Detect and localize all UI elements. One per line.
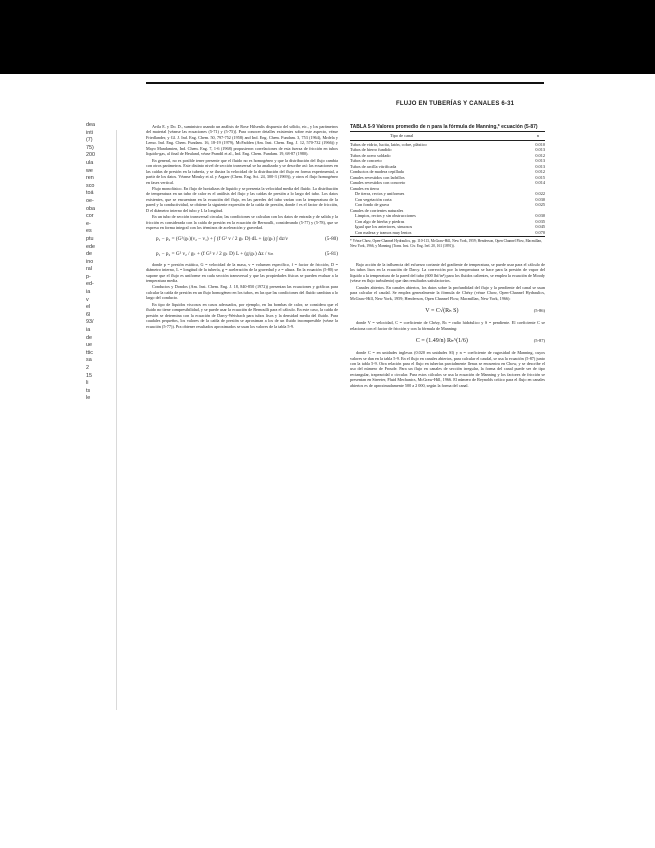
margin-note: ia: [86, 327, 91, 334]
table-cell-label: Limpios, rectos y sin obstrucciones: [355, 213, 416, 218]
margin-note: de: [86, 334, 92, 341]
table-5-9: [350, 124, 545, 249]
margin-note: ede: [86, 243, 95, 250]
margin-notes: [86, 122, 110, 403]
equation-number: (5-86): [533, 308, 545, 314]
margin-note: dea: [86, 122, 95, 128]
table-cell-value: 0.025: [535, 202, 545, 207]
margin-note: ino: [86, 258, 94, 265]
scan-top-band: [0, 0, 655, 74]
margin-note: e-: [86, 220, 91, 227]
table-cell-label: De tierra, rectos y uniformes: [355, 191, 405, 196]
margin-note: oe-: [86, 197, 94, 204]
margin-note: ula: [86, 159, 94, 166]
table-rule: [350, 236, 545, 237]
margin-note: 200: [86, 152, 95, 159]
table-cell-label: Tubos de acero soldado: [350, 152, 391, 158]
paragraph: Avila E. y Do. D., suministro usando un análisis de Rose Hilsenlis dispuesto del sólido, etc., y los parámetros del material [véanse las ecuaciones (5-71) y (5-75)]. Para conocer detalles existentes sobre este aspecto, véase Friedlander, y Gl. J. Ind. Eng. Chem. 50, 797-752 (1958) and Ind. Eng. Chem. Fundam. 3, 753 (1964), Mrdela y Lemo. Ind. Eng. Chem. Fundam. 16, 18-19 (1979), McFadden (Am. Inst. Chem. Eng. J. 12, 570-732 (1966)) y Mayo Mandamien, Ind. Chem. Eng. 7, 1-6 (1968) propusieron correlaciones de esta fuerza de fricción en tubos liquido-gas, al final de Heuland, véase Prandtl et al., Ind. Eng. Chem. Fundam. 19, 68-87 (1980).: [146, 124, 338, 157]
book-spine-shadow: [116, 130, 117, 710]
table-cell-label: Con maleza y tramos muy lentos: [355, 229, 412, 235]
margin-note: 6l: [86, 311, 91, 318]
equation-5-86: [350, 302, 545, 320]
margin-note: p-: [86, 273, 91, 280]
margin-note: oba: [86, 205, 95, 212]
table-row: [350, 230, 545, 236]
margin-note: toá: [86, 190, 94, 197]
right-column: [350, 262, 545, 762]
margin-note: ue: [86, 342, 92, 349]
margin-note: es: [86, 228, 92, 235]
table-cell-value: 0.012: [535, 152, 545, 158]
table-rule: [350, 140, 545, 141]
paragraph: En general, no es posible tener presente que el fluido no es homogéneo y que la distribución del flujo cambia con otros parámetros. Este distinto nivel de sección transversal se ha analizado y se describe así: las ecuaciones en las caídas de presión en la tubería, y se ilustra la velocidad de la distribución del flujo en forma experimental, a partir de los datos. Véanse Minsky et al. y Argaer (Chem. Eng. Sci. 24, 300-3 (1969)), y otros el flujo homogéneo en fases vertical.: [146, 157, 338, 185]
table-cell-label: Canales revestidos con ladrillos: [350, 174, 405, 180]
equation-body: C = (1.49/n) Rₕ^(1/6): [415, 338, 468, 345]
equation-5-80: [146, 232, 338, 247]
equation-number: (5-81): [325, 250, 338, 257]
margin-note: ren: [86, 175, 94, 182]
running-header: FLUJO EN TUBERÍAS Y CANALES 6-31: [396, 101, 515, 107]
paragraph: Canales abiertos. En canales abiertos, los datos sobre la profundidad del flujo y la pendiente del canal se usan para calcular el caudal. Se emplea generalmente la fórmula de Chézy (véase Chow, Open-Channel Hydraulics, McGraw-Hill, New York, 1959; Henderson, Open Channel Flow, Macmillan, New York, 1966):: [350, 284, 545, 301]
table-header: [350, 133, 545, 139]
table-cell-value: 0.014: [535, 180, 545, 185]
margin-note: el: [86, 304, 91, 311]
paragraph: Flujo monofásico. En flujo de hortalizas de liquido y se presenta la velocidad media del fluido. La distribución de temperatura en un tubo de calor es el análisis del flujo y las caídas de presión a lo largo del tubo. Los datos existentes, que se encuentran en la ecuación del flujo, en las paredes del tubo varían con la temperatura de la pared y la conductividad, se obtiene la siguiente expresión de la caída de presión, donde f es el factor de fricción, D el diámetro interno del tubo y L la longitud.: [146, 185, 338, 213]
table-cell-value: 0.013: [535, 163, 545, 169]
equation-body: p₁ − p₂ = G² v₂ / gₖ + (f G² v / 2 gₖ D) L + (g/gₖ) Δz / vₘ: [156, 250, 274, 257]
table-cell-value: 0.035: [535, 218, 545, 224]
table-cell-label: Tubos de vidrio, lucita, latón, cobre, plástico: [350, 141, 427, 147]
table-cell-value: 0.015: [535, 174, 545, 180]
paragraph: donde p = presión estática, G = velocidad de la masa, v = volumen específico, f = factor de fricción, D = diámetro interno, L = longitud de la tubería, g = aceleración de la gravedad y z = altura. En la ecuación (5-80) se supone que el flujo es uniforme en cada sección transversal y que las propiedades físicas se pueden evaluar a la temperatura media.: [146, 261, 338, 283]
equation-body: p₁ − p₂ = (G²/gₖ)(v₂ − v₁) + ∫ (f G² v / 2 gₖ D) dL + (g/gₖ) ∫ dz/v: [156, 235, 288, 242]
margin-note: 75): [86, 144, 94, 151]
table-cell-label: Igual que los anteriores, sinuosos: [355, 224, 413, 229]
margin-note: 15: [86, 372, 92, 379]
margin-note: le: [86, 395, 91, 402]
margin-note: ttic: [86, 349, 93, 356]
margin-note: de: [86, 251, 92, 258]
table-cell-value: 0.013: [535, 158, 545, 163]
column-header: Tipo de canal: [390, 133, 414, 138]
table-cell-label: Canales revestidos con concreto: [350, 180, 406, 185]
paragraph: donde V = velocidad, C = coeficiente de Chézy, Rₕ = radio hidráulico y S = pendiente. El coeficiente C se relaciona con el factor de fricción y con la fórmula de Manning:: [350, 320, 545, 331]
table-cell-value: 0.012: [535, 169, 545, 174]
margin-note: (7): [86, 137, 93, 144]
table-cell-value: 0.045: [535, 224, 545, 229]
equation-number: (5-80): [325, 235, 338, 242]
paragraph: En un tubo de sección transversal circular, las condiciones se calculan con los datos de entrada y de salida y la fricción es considerada con la caída de presión en la ecuación de Bernoulli, considerando (5-77) y (5-78), que se expresa en forma integral con los términos de aceleración y gravedad.: [146, 214, 338, 231]
table-cell-label: Tubos de hierro fundido: [350, 147, 392, 152]
table-cell-value: 0.022: [535, 191, 545, 196]
equation-number: (5-87): [533, 338, 545, 344]
margin-note: ptu: [86, 235, 94, 242]
margin-note: cor: [86, 213, 94, 220]
paragraph: Bajo acción de la influencia del esfuerzo cortante del gradiente de temperatura, se puede usar para el cálculo de los tubos lisos en la ecuación de Darcy. La corrección por la temperatura se hace para la presión de vapor del líquido a la temperatura de la pared del tubo (600 lbf/in²) para los fluidos calientes, se emplea la ecuación de Moody (véase en flujo turbulento) que dan resultados satisfactorios.: [350, 262, 545, 284]
column-header: n: [536, 133, 539, 138]
table-cell-label: Canales de corrientes naturales: [350, 207, 404, 213]
margin-note: ral: [86, 266, 92, 273]
table-cell-label: Canales en tierra: [350, 185, 379, 191]
table-cell-value: 0.030: [535, 196, 545, 202]
left-column: [146, 124, 338, 714]
table-cell-label: Tubos de arcilla vitrificada: [350, 163, 397, 169]
table-cell-label: Con fondo de grava: [355, 202, 390, 207]
table-cell-label: Con algo de hierba y piedras: [355, 218, 405, 224]
table-cell-value: 0.030: [535, 213, 545, 218]
margin-note: ts: [86, 387, 91, 394]
paragraph: En tipo de líquidos viscosos en casos adecuados, por ejemplo, en las bombas de calor, se considera que el fluido no tiene compresibilidad, y se puede usar la ecuación de Bernoulli para el cálculo. En este caso, la caída de presión se determina con la ecuación de Darcy-Weisbach para tubos lisos y la densidad media del fluido. Para caudales pequeños, los valores de la caída de presión se aproximan a los de un fluido incompresible (véase la ecuación (5-77)). Pra obtener resultados aproximados se usan los valores de la tabla 5-9.: [146, 301, 338, 329]
margin-note: sco: [86, 182, 95, 189]
margin-note: sa: [86, 357, 92, 364]
equation-5-81: [146, 247, 338, 262]
margin-note: li: [86, 380, 89, 387]
table-body: [350, 142, 545, 236]
table-cell-label: Tubos de concreto: [350, 158, 382, 163]
table-footnote: * Véase Chow, Open-Channel Hydraulics, pp. 110-113, McGraw-Hill, New York, 1959; Henderson, Open Channel Flow, Macmillan, New York, 1966, y Manning (Trans. Inst. Civ. Eng. Irel. 20, 161 (1891)).: [350, 239, 542, 248]
table-cell-value: 0.010: [535, 141, 545, 147]
paragraph: donde C = en unidades inglesas (0.020 en unidades SI) y n = coeficiente de rugosidad de Manning, cuyos valores se dan en la tabla 5-9. En el flujo en canales abiertos, para calcular el caudal, se usa la ecuación (5-87) junto con la tabla 5-9. Otra relación para el flujo en tuberías parcialmente llenas se encuentra en Chow, y se describe el uso del número de Froude. Para un flujo en canales de sección irregular, la forma del canal puede ser de tipo rectangular, trapezoidal o circular. Para estos cálculos se usa la ecuación de Manning y los factores de fricción se presentan en Streeter, Fluid Mechanics, McGraw-Hill, 1966. El número de Reynolds crítico para el flujo en canales abiertos es de aproximadamente 500 a 2 000, según la forma del canal.: [350, 350, 545, 388]
paragraph: Conductos y Dondos (Am. Inst. Chem. Eng. J. 18, 840-850 (1972)) presentan las ecuaciones y gráficas para calcular la caída de presión en un flujo homogéneo en los tubos, en las que las condiciones del fluido cambian a lo largo del conducto.: [146, 284, 338, 301]
margin-note: ia: [86, 289, 91, 296]
equation-body: V = C√(Rₕ S): [425, 308, 459, 315]
margin-note: inti: [86, 129, 93, 136]
margin-note: 2: [86, 365, 89, 371]
table-cell-label: Con vegetación corta: [355, 196, 392, 202]
margin-note: we: [86, 167, 93, 174]
margin-note: v: [86, 296, 89, 303]
margin-note: ed-: [86, 281, 94, 288]
table-cell-value: 0.013: [535, 147, 545, 152]
table-rule: [350, 131, 545, 132]
table-cell-label: Conductos de madera cepillada: [350, 169, 404, 174]
table-caption: TABLA 5-9 Valores promedio de n para la fórmula de Manning,* ecuación (5-87): [350, 124, 538, 130]
table-cell-value: 0.070: [535, 229, 545, 235]
header-rule: [146, 82, 544, 84]
equation-5-87: [350, 332, 545, 350]
margin-note: 93/: [86, 319, 94, 326]
